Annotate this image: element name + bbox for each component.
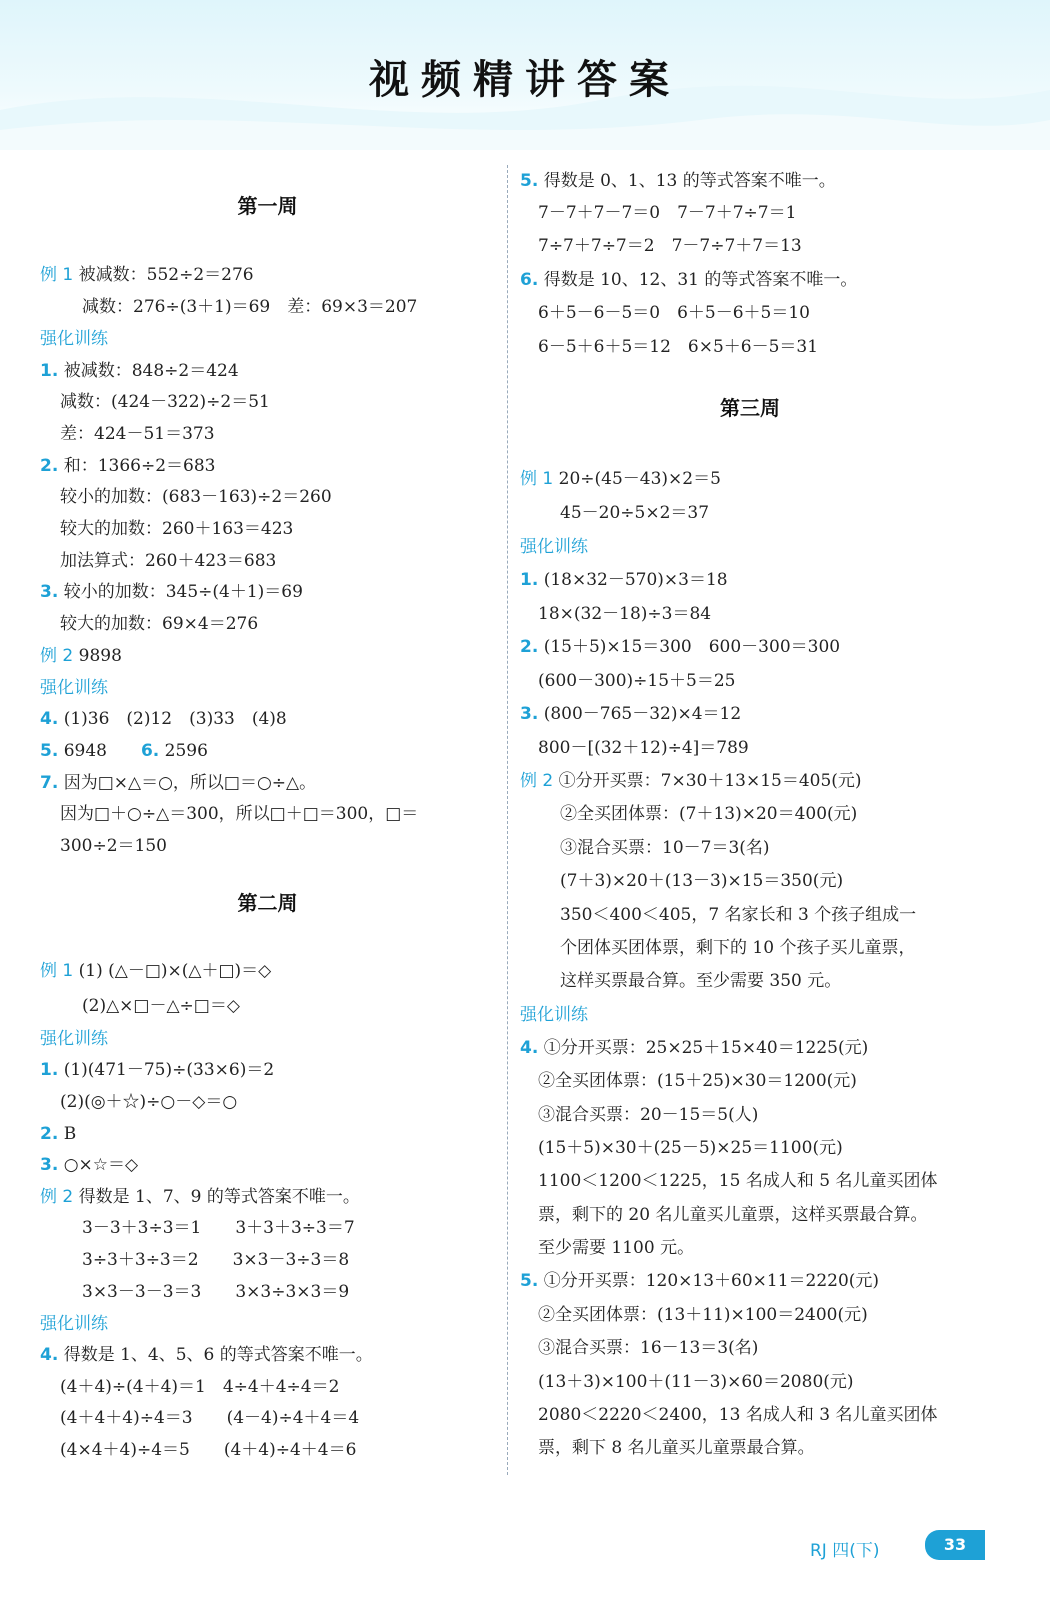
section-label: 强化训练	[520, 537, 588, 557]
footer-book-code: RJ 四(下)	[810, 1541, 880, 1561]
answer-text: 20÷(45－43)×2＝5	[553, 469, 721, 489]
example-label: 例 2	[520, 771, 554, 791]
answer-line	[560, 870, 843, 892]
answer-line	[82, 1217, 355, 1239]
example-label: 例 1	[40, 265, 74, 285]
answer-text: 3÷3＋3÷3＝2 3×3－3÷3＝8	[82, 1250, 350, 1270]
item-number: 6.	[520, 270, 539, 290]
answer-line	[538, 1337, 758, 1359]
answer-line	[40, 960, 271, 982]
answer-text: (2)(◎＋☆)÷○－◇＝○	[60, 1092, 238, 1112]
answer-line	[538, 1404, 937, 1426]
answer-line	[520, 636, 840, 658]
answer-text: (15＋5)×30＋(25－5)×25＝1100(元)	[538, 1138, 843, 1158]
answer-text: 差：424－51＝373	[60, 424, 215, 444]
column-divider	[507, 165, 508, 1475]
answer-text: 6－5＋6＋5＝12 6×5＋6－5＝31	[538, 337, 819, 357]
answer-text: 350＜400＜405，7 名家长和 3 个孩子组成一	[560, 905, 917, 925]
answer-line	[520, 569, 728, 591]
left-column	[40, 0, 495, 1600]
answer-text: ①分开买票：25×25＋15×40＝1225(元)	[538, 1038, 869, 1058]
answer-line	[60, 803, 418, 825]
example-label: 例 2	[40, 1187, 74, 1207]
item-number: 2.	[520, 637, 539, 657]
answer-text: ③混合买票：10－7＝3(名)	[560, 838, 770, 858]
answer-line	[82, 995, 240, 1017]
item-number: 3.	[520, 704, 539, 724]
answer-line	[40, 772, 316, 794]
answer-text: 个团体买团体票，剩下的 10 个孩子买儿童票，	[560, 938, 916, 958]
item-number: 1.	[40, 361, 59, 381]
answer-line	[60, 1439, 356, 1461]
item-number: 7.	[40, 773, 59, 793]
item-number: 1.	[40, 1060, 59, 1080]
answer-text: 得数是 10、12、31 的等式答案不唯一。	[538, 270, 858, 290]
answer-text: 因为□×△＝○，所以□＝○÷△。	[58, 773, 317, 793]
page-number: 33	[925, 1530, 985, 1560]
answer-line	[40, 708, 287, 730]
answer-line	[60, 550, 276, 572]
answer-text: 3－3＋3÷3＝1 3＋3＋3÷3＝7	[82, 1218, 355, 1238]
answer-text: (7＋3)×20＋(13－3)×15＝350(元)	[560, 871, 844, 891]
answer-line	[82, 296, 417, 318]
answer-text: (4×4＋4)÷4＝5 (4＋4)÷4＋4＝6	[60, 1440, 357, 1460]
answer-line	[560, 937, 915, 959]
answer-line	[538, 603, 711, 625]
answer-line	[40, 581, 303, 603]
answer-text: 7－7＋7－7＝0 7－7＋7÷7＝1	[538, 203, 797, 223]
answer-text: 9898	[73, 646, 122, 666]
item-number: 1.	[520, 570, 539, 590]
answer-line	[560, 502, 709, 524]
answer-line	[520, 770, 862, 792]
answer-line	[60, 518, 293, 540]
answer-line	[60, 835, 167, 857]
answer-line	[40, 1154, 138, 1176]
answer-line	[40, 264, 254, 286]
answer-line	[538, 302, 810, 324]
section-label: 强化训练	[40, 678, 108, 698]
item-number: 6.	[140, 741, 160, 761]
answer-text: 得数是 0、1、13 的等式答案不唯一。	[538, 171, 836, 191]
page-title: 视频精讲答案	[369, 57, 681, 103]
answer-line	[40, 740, 208, 762]
answer-text: 800－[(32＋12)÷4]＝789	[538, 738, 749, 758]
answer-text: (1) (△－□)×(△＋□)＝◇	[73, 961, 272, 981]
answer-text: ②全买团体票：(15＋25)×30＝1200(元)	[538, 1071, 857, 1091]
answer-text: 较大的加数：260＋163＝423	[60, 519, 294, 539]
answer-text: ③混合买票：20－15＝5(人)	[538, 1105, 759, 1125]
answer-text: 加法算式：260＋423＝683	[60, 551, 277, 571]
answer-line	[538, 1137, 843, 1159]
answer-text: (4＋4)÷(4＋4)＝1 4÷4＋4÷4＝2	[60, 1377, 340, 1397]
right-column	[520, 0, 980, 1600]
answer-text: 2596	[159, 741, 208, 761]
answer-text: 3×3－3－3＝3 3×3÷3×3＝9	[82, 1282, 350, 1302]
answer-line	[60, 1407, 359, 1429]
item-number: 5.	[520, 171, 539, 191]
answer-line	[520, 468, 721, 490]
answer-line	[560, 904, 916, 926]
answer-text: 和：1366÷2＝683	[58, 456, 216, 476]
week-heading: 第三周	[720, 396, 780, 420]
answer-text: 6948	[58, 741, 141, 761]
answer-text: (15＋5)×15＝300 600－300＝300	[538, 637, 841, 657]
answer-line	[538, 1104, 758, 1126]
answer-line	[560, 803, 857, 825]
answer-line	[60, 1376, 339, 1398]
answer-text: (1)36 (2)12 (3)33 (4)8	[58, 709, 287, 729]
answer-text: ○×☆＝◇	[58, 1155, 139, 1175]
answer-line	[520, 1270, 879, 1292]
answer-text: 45－20÷5×2＝37	[560, 503, 710, 523]
item-number: 2.	[40, 1124, 59, 1144]
answer-line	[40, 1059, 274, 1081]
answer-text: 18×(32－18)÷3＝84	[538, 604, 712, 624]
answer-text: 6＋5－6－5＝0 6＋5－6＋5＝10	[538, 303, 810, 323]
answer-text: 2080＜2220＜2400，13 名成人和 3 名儿童买团体	[538, 1405, 938, 1425]
answer-text: 至少需要 1100 元。	[538, 1238, 695, 1258]
example-label: 例 2	[40, 646, 74, 666]
answer-line	[40, 360, 239, 382]
answer-text: 较大的加数：69×4＝276	[60, 614, 259, 634]
answer-line	[40, 1123, 76, 1145]
answer-line	[560, 970, 841, 992]
answer-text: 被减数：848÷2＝424	[58, 361, 239, 381]
item-number: 2.	[40, 456, 59, 476]
answer-line	[82, 1249, 349, 1271]
section-label: 强化训练	[520, 1005, 588, 1025]
week-heading: 第一周	[237, 194, 298, 218]
answer-line	[60, 423, 215, 445]
answer-line	[40, 645, 122, 667]
answer-text: (18×32－570)×3＝18	[538, 570, 728, 590]
answer-line	[520, 1037, 868, 1059]
answer-line	[538, 1437, 815, 1459]
answer-line	[520, 269, 857, 291]
answer-line	[538, 1204, 927, 1226]
answer-text: ③混合买票：16－13＝3(名)	[538, 1338, 759, 1358]
answer-text: 7÷7＋7÷7＝2 7－7÷7＋7＝13	[538, 236, 802, 256]
answer-text: (2)△×□－△÷□＝◇	[82, 996, 240, 1016]
answer-line	[60, 1091, 237, 1113]
item-number: 5.	[520, 1271, 539, 1291]
answer-text: 减数：(424－322)÷2＝51	[60, 392, 270, 412]
answer-text: 减数：276÷(3＋1)＝69 差：69×3＝207	[82, 297, 418, 317]
answer-line	[538, 737, 749, 759]
answer-line	[60, 486, 332, 508]
answer-text: B	[58, 1124, 77, 1144]
answer-line	[40, 1344, 373, 1366]
week-heading: 第二周	[237, 891, 298, 915]
answer-text: ②全买团体票：(7＋13)×20＝400(元)	[560, 804, 858, 824]
answer-text: (800－765－32)×4＝12	[538, 704, 742, 724]
answer-text: 较小的加数：345÷(4＋1)＝69	[58, 582, 303, 602]
answer-text: 票，剩下的 20 名儿童买儿童票，这样买票最合算。	[538, 1205, 928, 1225]
answer-text: 被减数：552÷2＝276	[73, 265, 254, 285]
item-number: 4.	[520, 1038, 539, 1058]
answer-line	[560, 837, 770, 859]
answer-line	[538, 1304, 868, 1326]
answer-line	[538, 670, 735, 692]
answer-line	[60, 613, 258, 635]
answer-text: ②全买团体票：(13＋11)×100＝2400(元)	[538, 1305, 868, 1325]
answer-line	[82, 1281, 349, 1303]
answer-line	[40, 1186, 360, 1208]
answer-line	[538, 202, 796, 224]
answer-text: 因为□＋○÷△＝300，所以□＋□＝300，□＝	[60, 804, 419, 824]
answer-text: 这样买票最合算。至少需要 350 元。	[560, 971, 842, 991]
example-label: 例 1	[40, 961, 74, 981]
answer-line	[538, 1371, 854, 1393]
answer-line	[538, 235, 802, 257]
example-label: 例 1	[520, 469, 554, 489]
item-number: 3.	[40, 582, 59, 602]
item-number: 4.	[40, 1345, 59, 1365]
answer-line	[538, 1070, 857, 1092]
item-number: 5.	[40, 741, 59, 761]
answer-line	[538, 1237, 694, 1259]
answer-text: 得数是 1、4、5、6 的等式答案不唯一。	[58, 1345, 373, 1365]
answer-line	[538, 336, 818, 358]
answer-text: (1)(471－75)÷(33×6)＝2	[58, 1060, 275, 1080]
answer-text: 1100＜1200＜1225，15 名成人和 5 名儿童买团体	[538, 1171, 938, 1191]
answer-text: ①分开买票：7×30＋13×15＝405(元)	[553, 771, 862, 791]
answer-text: (600－300)÷15＋5＝25	[538, 671, 736, 691]
item-number: 4.	[40, 709, 59, 729]
item-number: 3.	[40, 1155, 59, 1175]
answer-text: 较小的加数：(683－163)÷2＝260	[60, 487, 332, 507]
answer-line	[538, 1170, 937, 1192]
answer-line	[60, 391, 270, 413]
answer-line	[40, 455, 215, 477]
answer-text: (13＋3)×100＋(11－3)×60＝2080(元)	[538, 1372, 854, 1392]
answer-text: 得数是 1、7、9 的等式答案不唯一。	[73, 1187, 360, 1207]
answer-line	[520, 170, 836, 192]
answer-line	[520, 703, 741, 725]
section-label: 强化训练	[40, 1029, 108, 1049]
answer-text: 票，剩下 8 名儿童买儿童票最合算。	[538, 1438, 815, 1458]
answer-text: 300÷2＝150	[60, 836, 167, 856]
answer-text: (4＋4＋4)÷4＝3 (4－4)÷4＋4＝4	[60, 1408, 360, 1428]
answer-text: ①分开买票：120×13＋60×11＝2220(元)	[538, 1271, 880, 1291]
section-label: 强化训练	[40, 1314, 108, 1334]
section-label: 强化训练	[40, 329, 108, 349]
